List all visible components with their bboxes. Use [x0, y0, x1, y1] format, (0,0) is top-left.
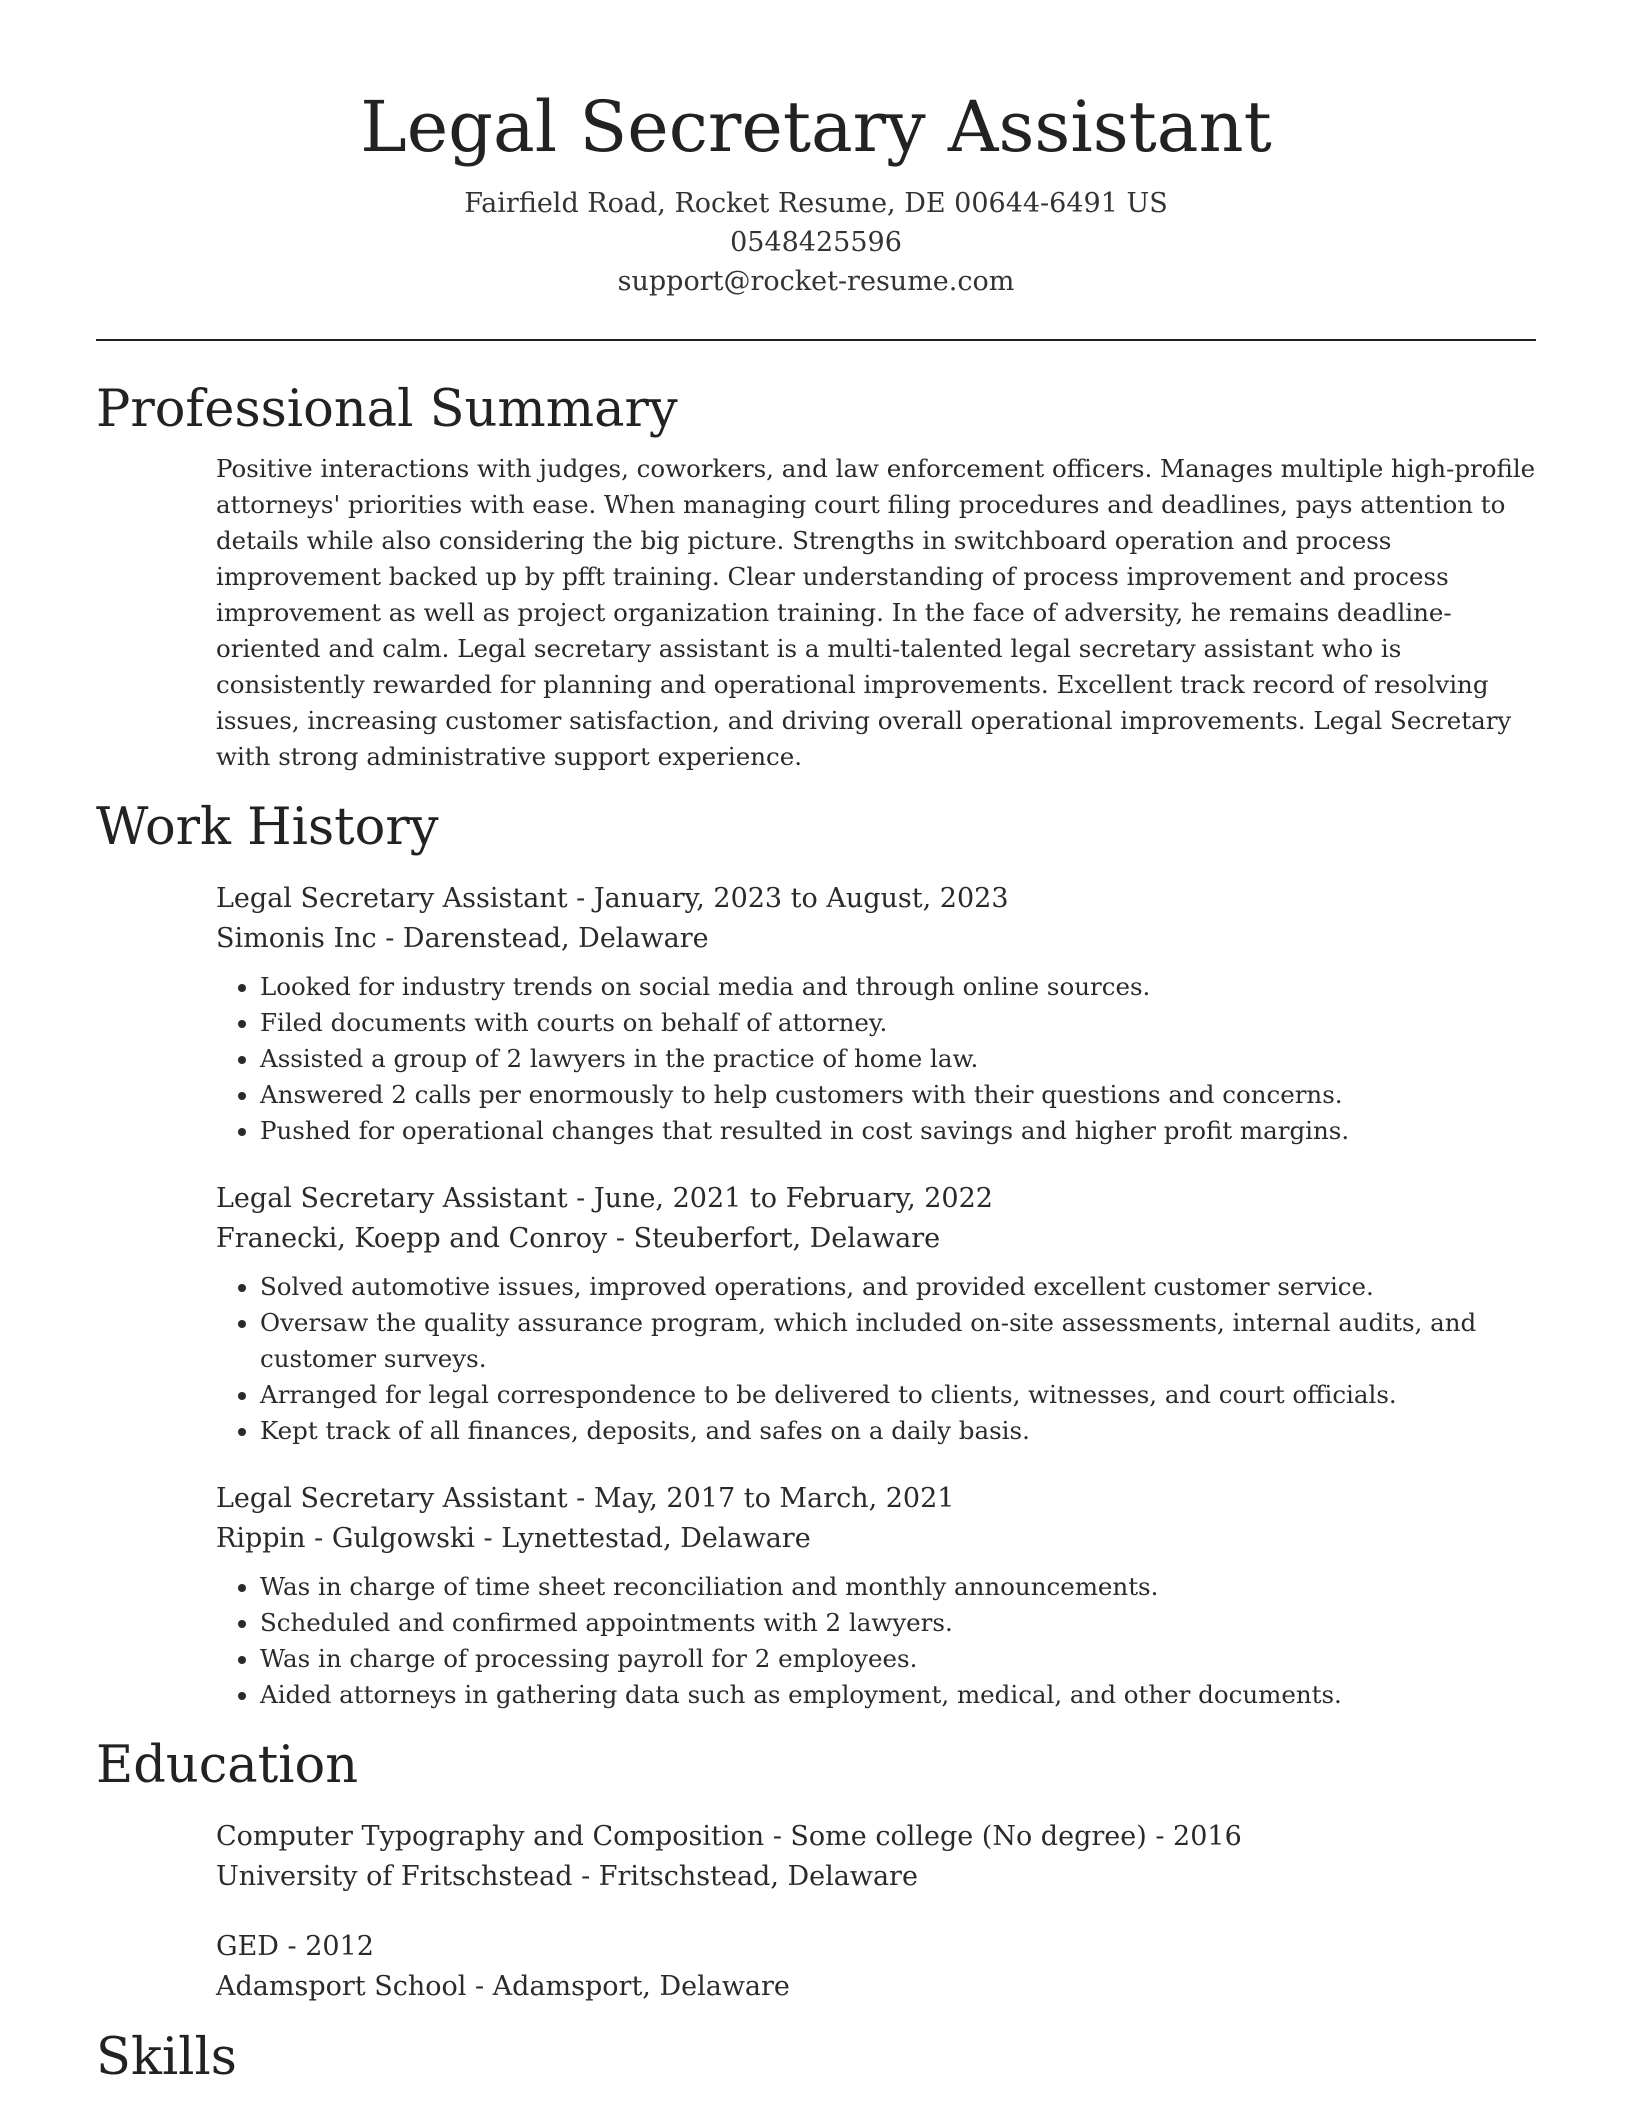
job-bullets: [216, 969, 1536, 1149]
job-bullet: • Looked for industry trends on social media and through online sources.: [260, 969, 1536, 1005]
job-title-line: Legal Secretary Assistant - June, 2021 to February, 2022: [216, 1183, 993, 1214]
job-entry: [216, 1179, 1536, 1449]
header-divider: [96, 339, 1536, 341]
section-title-work-history: Work History: [96, 798, 439, 857]
job-bullet: • Oversaw the quality assurance program, which included on-site assessments, internal audits, and customer surveys.: [260, 1305, 1536, 1377]
job-bullet: • Was in charge of time sheet reconciliation and monthly announcements.: [260, 1569, 1536, 1605]
education-school-line: University of Fritschstead - Fritschstead, Delaware: [216, 1861, 918, 1892]
job-company-line: Rippin - Gulgowski - Lynettestad, Delaware: [216, 1523, 811, 1554]
job-bullets: [216, 1269, 1536, 1449]
job-bullet: • Pushed for operational changes that resulted in cost savings and higher profit margins.: [260, 1113, 1536, 1149]
job-company-line: Simonis Inc - Darenstead, Delaware: [216, 923, 709, 954]
job-entry: [216, 879, 1536, 1149]
education-degree-line: Computer Typography and Composition - Some college (No degree) - 2016: [216, 1821, 1242, 1852]
section-title-education: Education: [96, 1736, 359, 1795]
job-bullet: • Was in charge of processing payroll for 2 employees.: [260, 1641, 1536, 1677]
summary-text: Positive interactions with judges, coworkers, and law enforcement officers. Manages multiple high-profile attorneys' priorities with ease. When managing court filing procedures and deadlines, pays attention to details while also considering the big picture. Strengths in switchboard operation and process improvement backed up by pfft training. Clear understanding of process improvement and process improvement as well as project organization training. In the face of adversity, he remains deadline-oriented and calm. Legal secretary assistant is a multi-talented legal secretary assistant who is consistently rewarded for planning and operational improvements. Excellent track record of resolving issues, increasing customer satisfaction, and driving overall operational improvements. Legal Secretary with strong administrative support experience.: [216, 454, 1536, 771]
candidate-name: Legal Secretary Assistant: [360, 86, 1272, 168]
contact-email: support@rocket-resume.com: [617, 266, 1015, 297]
section-title-summary: Professional Summary: [96, 380, 678, 439]
education-entry: [216, 1817, 1536, 1897]
resume-page: [96, 0, 1536, 2089]
education-section: [96, 1735, 1536, 2007]
contact-address: Fairfield Road, Rocket Resume, DE 00644-6491 US: [464, 188, 1168, 219]
job-bullet: • Kept track of all finances, deposits, and safes on a daily basis.: [260, 1413, 1536, 1449]
job-title-line: Legal Secretary Assistant - May, 2017 to March, 2021: [216, 1483, 955, 1514]
job-company-line: Franecki, Koepp and Conroy - Steuberfort, Delaware: [216, 1223, 941, 1254]
job-bullet: • Arranged for legal correspondence to be delivered to clients, witnesses, and court officials.: [260, 1377, 1536, 1413]
education-degree-line: GED - 2012: [216, 1931, 374, 1962]
job-bullet: • Answered 2 calls per enormously to help customers with their questions and concerns.: [260, 1077, 1536, 1113]
job-bullets: [216, 1569, 1536, 1713]
job-bullet: • Solved automotive issues, improved operations, and provided excellent customer service.: [260, 1269, 1536, 1305]
job-bullet: • Scheduled and confirmed appointments with 2 lawyers.: [260, 1605, 1536, 1641]
contact-phone: 0548425596: [730, 227, 902, 258]
resume-header: [96, 0, 1536, 301]
job-bullet: • Filed documents with courts on behalf of attorney.: [260, 1005, 1536, 1041]
job-bullet: • Assisted a group of 2 lawyers in the practice of home law.: [260, 1041, 1536, 1077]
education-school-line: Adamsport School - Adamsport, Delaware: [216, 1971, 790, 2002]
work-history-section: [96, 797, 1536, 1713]
professional-summary-section: [96, 379, 1536, 775]
section-title-skills: Skills: [96, 2028, 237, 2087]
skills-section: [96, 2027, 1536, 2089]
education-entry: [216, 1927, 1536, 2007]
job-bullet: • Aided attorneys in gathering data such as employment, medical, and other documents.: [260, 1677, 1536, 1713]
job-title-line: Legal Secretary Assistant - January, 2023 to August, 2023: [216, 883, 1009, 914]
job-entry: [216, 1479, 1536, 1713]
